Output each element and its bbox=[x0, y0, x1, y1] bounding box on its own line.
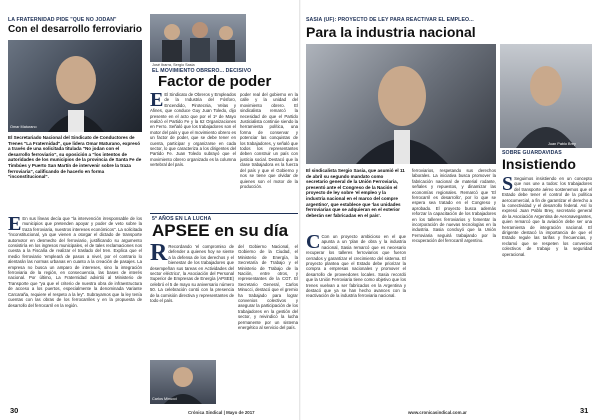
photo-sergio-sasia bbox=[306, 44, 496, 164]
portrait-icon bbox=[306, 44, 496, 164]
headline-industria: Para la industria nacional bbox=[306, 24, 476, 40]
lead-paragraph: El Secretariado Nacional del Sindicato de Conductores de Trenes "La Fraternidad", que lidera Omar Maturano, expresó a través de una solicitada titulada "No jodan con el desarrollo ferroviario", su oposición a "los intentos de autoridades de los municipios de la provincia de Santa Fe de Timbúes y Puerto San Martín de intervenir sobre la traza ferroviaria", calificando de hacerlo en forma "inconstitucional". bbox=[8, 135, 142, 180]
photo-caption: José Ibarra, Sergio Sasia bbox=[152, 63, 195, 67]
article-body-continued: poder real del gobierno en la calle y la unidad del movimiento obrero. El sindicalista remarcó la necesidad de que el Partido Justicialista continúe siendo la herramienta política, una forma de conservar y potenciar las conquistas de los trabajadores, y señaló que todos los representantes deben construir un país con justicia social. Destacó que la clase trabajadora es la fuerza del país y que el Gobierno y nos se tiene que olvidar de quienes son el motor de la producción. bbox=[240, 92, 298, 189]
portrait-icon bbox=[500, 44, 592, 148]
article-body: E En sus líneas decía que "la intervención irresponsable de los municipios que pretenden apoyar y poder de veto sobre la traza ferroviaria, nuestros intereses económicos". La solicitada "inconstitucional, ya que vienen a otorgar el dictado de transporte automotor en desmedro del ferroviario, justificando su argumento consistiría en los ingresos municipales, el de tales reclamaciones nos cuesta a la Fiscalía de realizar el traslado del tren. Explica que el medio ferroviario 'empleará de pasos a nivel, por el contrario lo alentarán las normas urbanas en cuanto a la creación de pasajes. La empresa no busca un amparo de intereses, sino la integración ferroviaria de la región, en consecuencia, las bases de interés nacional. Por último, La Fraternidad advirtió al Ministerio de Transporte que "ya que el criterio de nuestra obra de infraestructura de acceso a los puertos, especialmente la denominada Variante Carcaraña, requiere el respeto a la ley". Subrayamos que la ley tenía cuentas con las obras de los ferrocarriles y en la propuesta de desarrollo del ferrocarril en la región. bbox=[8, 216, 142, 308]
headline-ferroviario: Con el desarrollo ferroviario bbox=[8, 24, 142, 35]
article-body-continued: del Gobierno Nacional, el Gobierno de la Ciudad, el Ministerio de Energía, la Secretaría de Trabajo y el Ministerio de Trabajo de la Nación, entre otros, y representantes de la CGT. El Secretario General, Carlos Minucci, destacó que el gremio ha trabajado para lograr convenios colectivos y asegurar la participación de los trabajadores en la gestión del sector, y reivindicó la lucha permanente por un sistema energético al servicio del país. bbox=[238, 244, 298, 331]
photo-omar-maturano bbox=[8, 40, 142, 132]
headline-insistiendo: Insistiendo bbox=[502, 156, 576, 172]
kicker-ferroviario: LA FRATERNIDAD PIDE "QUE NO JODAN" bbox=[8, 17, 117, 23]
article-body-continued: ferroviarios, respetando sus derechos laborales. La iniciativa busca promover la fabricación nacional de material rodante, señales y repuestos, y dinamizar las economías regionales. Remarcó que 'El ferrocarril es desarrollo', por lo que se espera sea tratado en el Congreso y aprobado. El proyecto busca además reforzar la capacitación de los trabajadores en los talleres ferroviarios y fomentar la incorporación de nuevas tecnologías en la industria. Sasia concluyó que la Unión Ferroviaria seguirá trabajando por la recuperación del ferrocarril argentino. bbox=[412, 168, 496, 244]
photo-juan-pablo-brey bbox=[500, 44, 592, 148]
kicker-sasia: SASIA (UF): PROYECTO DE LEY PARA REACTIVAR EL EMPLEO... bbox=[306, 17, 474, 23]
page-number: 30 bbox=[10, 406, 19, 415]
photo-caption: Juan Pablo Brey bbox=[548, 142, 576, 146]
article-body: C Con un proyecto ambicioso en el que apunta a un 'plan de obra y la industria nacional, Sasia remarcó que es necesario recuperar los talleres ferroviarios que fueron cerrados y garantizar el crecimiento del sistema. El proyecto plantea que el Estado debe priorizar la compra a empresas nacionales y promover el desarrollo de proveedores locales. Sasia recordó que la Unión Ferroviaria tiene como objetivo que los trenes vuelvan a ser fabricados en la Argentina y destacó que ya se han hecho avances con la reactivación de la industria ferroviaria nacional. bbox=[306, 234, 406, 299]
photo-caption: Omar Maturano bbox=[10, 125, 37, 129]
kicker-factor: EL MOVIMIENTO OBRERO... DECISIVO bbox=[152, 68, 252, 74]
kicker-apsee: 5º AÑOS EN LA LUCHA bbox=[152, 216, 212, 222]
article-body: R Recordando 'el compromiso de defender a quienes hoy se siente a la defensa de los derechos y el bienestar de los trabajadores que desempeñan sus tareas en Actividades del sector eléctrico', la Asociación del Personal Superior de Empresas de Energía (APSEE) celebró el 5 de mayo su aniversario número 50. La celebración contó con la presencia de la comisión directiva y representantes de todo el país. bbox=[150, 244, 234, 304]
headline-apsee: APSEE en su día bbox=[152, 221, 289, 240]
article-text: En sus líneas decía que "la intervención irresponsable de los municipios que pretenden apoyar y poder de veto sobre la traza ferroviaria, nuestros intereses económicos". La solicitada "inconstitucional, ya que vienen a otorgar el dictado de transporte automotor en desmedro del ferroviario, justificando su argumento consistiría en los ingresos municipales, el de tales reclamaciones nos cuesta a la Fiscalía de realizar el traslado del tren. Explica que el medio ferroviario 'empleará de pasos a nivel, por el contrario lo alentarán las normas urbanas en cuanto a la creación de pasajes. La empresa no busca un amparo de intereses, sino la integración ferroviaria de la región, en consecuencia, las bases de interés nacional. Por último, La Fraternidad advirtió al Ministerio de Transporte que "ya que el criterio de nuestra obra de infraestructura de acceso a los puertos, especialmente la denominada Variante Carcaraña, requiere el respeto a la ley". Subrayamos que la ley tenía cuentas con las obras de los ferrocarriles y en la propuesta de desarrollo del ferrocarril en la región. bbox=[8, 216, 142, 308]
article-body: S Seguimos insistiendo en un concepto que nos une a todos: los trabajadores del transporte aéreo sostenemos que el Estado debe tener el control de la política aerocomercial, a fin de garantizar el derecho a la conectividad y el desarrollo federal. Así lo expresó Juan Pablo Brey, secretario general de la Asociación Argentina de Aeronavegantes, quien remarcó que la aviación debe ser una herramienta de integración nacional. El dirigente destacó la importancia de que el Estado regule las tarifas y frecuencias, y reclamó que se respeten los convenios colectivos de trabajo y la seguridad operacional. bbox=[502, 176, 592, 257]
article-text: Seguimos insistiendo en un concepto que nos une a todos: los trabajadores del transporte aéreo sostenemos que el Estado debe tener el control de la política aerocomercial, a fin de garantizar el derecho a la conectividad y el desarrollo federal. Así lo expresó Juan Pablo Brey, secretario general de la Asociación Argentina de Aeronavegantes, quien remarcó que la aviación debe ser una herramienta de integración nacional. El dirigente destacó la importancia de que el Estado regule las tarifas y frecuencias, y reclamó que se respeten los convenios colectivos de trabajo y la seguridad operacional. bbox=[502, 176, 592, 257]
portrait-icon bbox=[8, 40, 142, 132]
photo-acto bbox=[150, 14, 246, 62]
page-footer: www.cronicasindical.com.ar bbox=[408, 410, 467, 415]
page-footer: Crónica Sindical | Mayo de 2017 bbox=[188, 410, 255, 415]
article-body: E El Sindicato de Obreros y Empleados de la Industria del Fósforo, Encendido, Pirotecnia, Velas y Afines, que conduce Guy Juan Toledo, dijo presente en el acto que por el 1º de Mayo realizó el Partido Fe y la 62 Organizaciones en Ferro. Señaló que los trabajadores son el motor del país y que el movimiento obrero es un factor de poder, que se debe tener en cuenta, participar y organizarse en cada sector, lo que caracteriza a los dirigentes del Partido Fe. Juan Toledo subrayó que el movimiento obrero organizado es la columna vertebral del país. bbox=[150, 92, 236, 168]
article-text: Recordando 'el compromiso de defender a quienes hoy se siente a la defensa de los derechos y el bienestar de los trabajadores que desempeñan sus tareas en Actividades del sector eléctrico', la Asociación del Personal Superior de Empresas de Energía (APSEE) celebró el 5 de mayo su aniversario número 50. La celebración contó con la presencia de la comisión directiva y representantes de todo el país. bbox=[150, 244, 234, 304]
page-spine bbox=[299, 0, 301, 420]
article-text: Con un proyecto ambicioso en el que apunta a un 'plan de obra y la industria nacional, Sasia remarcó que es necesario recuperar los talleres ferroviarios que fueron cerrados y garantizar el crecimiento del sistema. El proyecto plantea que el Estado debe priorizar la compra a empresas nacionales y promover el desarrollo de proveedores locales. Sasia recordó que la Unión Ferroviaria tiene como objetivo que los trenes vuelvan a ser fabricados en la Argentina y destacó que ya se han hecho avances con la reactivación de la industria ferroviaria nacional. bbox=[306, 234, 406, 299]
group-photo-icon bbox=[150, 14, 246, 62]
article-text: El Sindicato de Obreros y Empleados de la Industria del Fósforo, Encendido, Pirotecnia, Velas y Afines, que conduce Guy Juan Toledo, dijo presente en el acto que por el 1º de Mayo realizó el Partido Fe y la 62 Organizaciones en Ferro. Señaló que los trabajadores son el motor del país y que el movimiento obrero es un factor de poder, que se debe tener en cuenta, participar y organizarse en cada sector, lo que caracteriza a los dirigentes del Partido Fe. Juan Toledo subrayó que el movimiento obrero organizado es la columna vertebral del país. bbox=[150, 92, 236, 168]
photo-caption: Carlos Minucci bbox=[152, 397, 177, 401]
lead-paragraph: El sindicalista Sergio Sasia, que asumió el 11 de abril su segundo mandato como secretario general de la Unión Ferroviaria, presentó ante el Congreso de la Nación el proyecto de ley sobre 'el empleo y la industria nacional en el marco del compre argentino', que establece que 'las unidades ferroviarias que se adquieran en el exterior deberán ser fabricadas en el país'. bbox=[306, 168, 405, 218]
page-number: 31 bbox=[580, 406, 589, 415]
kicker-guardavidas: SOBRE GUARDAVIDAS bbox=[502, 150, 562, 156]
headline-factor: Factor de poder bbox=[158, 73, 272, 90]
